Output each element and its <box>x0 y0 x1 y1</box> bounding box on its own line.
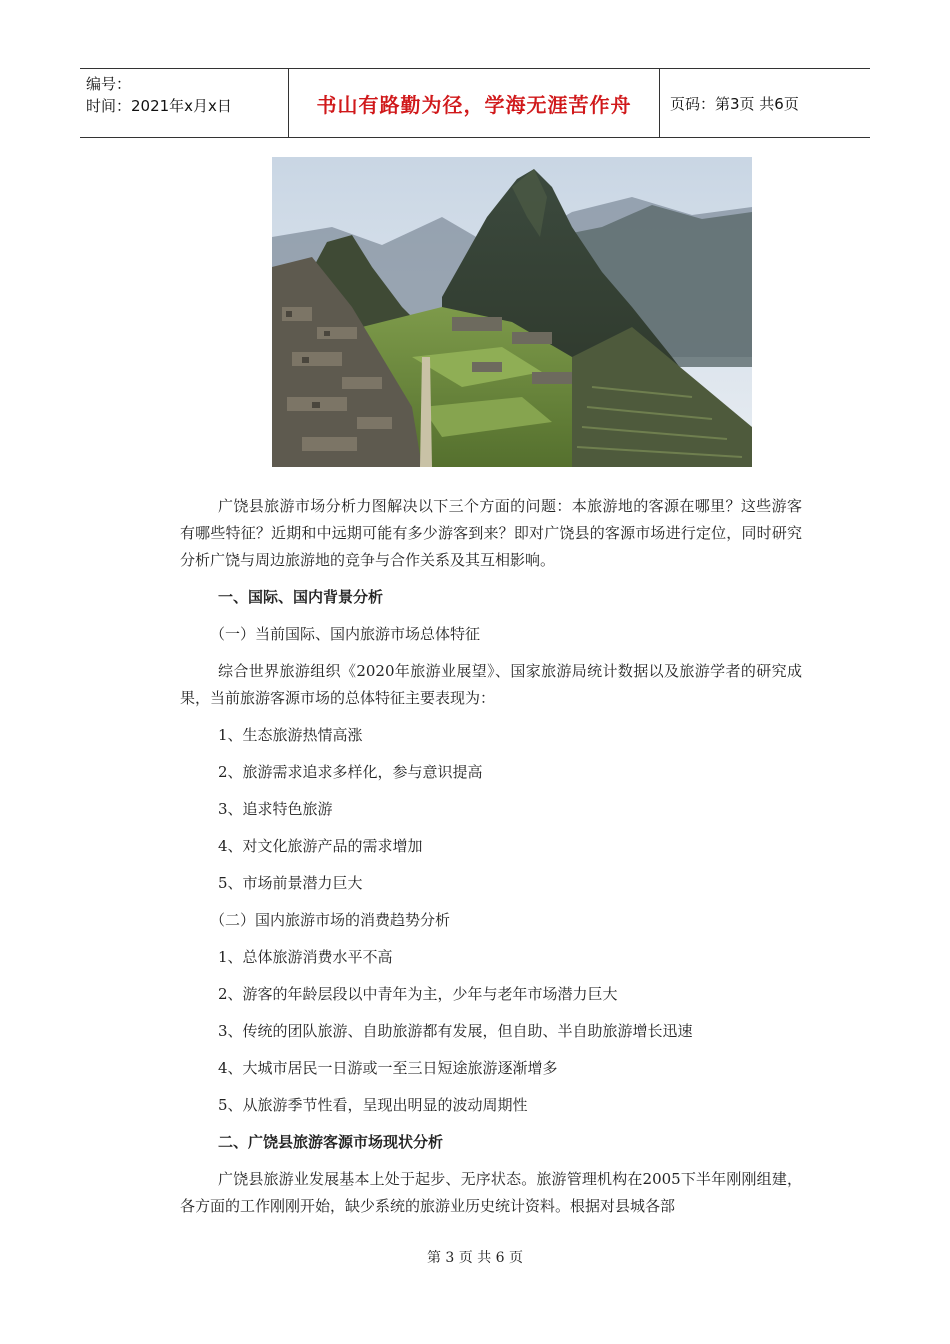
section-2-heading: 二、广饶县旅游客源市场现状分析 <box>218 1133 444 1151</box>
page-footer: 第 3 页 共 6 页 <box>426 1250 524 1266</box>
header-left-cell <box>80 69 288 137</box>
document-header <box>80 68 870 138</box>
list-item: 5、市场前景潜力巨大 <box>218 874 363 892</box>
subsection-2-heading: （二）国内旅游市场的消费趋势分析 <box>210 911 451 929</box>
section-1-heading: 一、国际、国内背景分析 <box>218 588 384 606</box>
list-item: 4、对文化旅游产品的需求增加 <box>218 837 423 855</box>
number-label: 编号： <box>86 75 132 93</box>
list-item: 2、游客的年龄层段以中青年为主，少年与老年市场潜力巨大 <box>218 985 618 1003</box>
list-item: 2、旅游需求追求多样化，参与意识提高 <box>218 763 483 781</box>
section-2-paragraph: 广饶县旅游业发展基本上处于起步、无序状态。旅游管理机构在2005下半年刚刚组建，各方面的工作刚刚开始，缺少系统的旅游业历史统计资料。根据对县城各部 <box>180 1170 802 1215</box>
document-body <box>180 493 802 1230</box>
list-item: 1、生态旅游热情高涨 <box>218 726 363 744</box>
subsection-1-intro: 综合世界旅游组织《2020年旅游业展望》、国家旅游局统计数据以及旅游学者的研究成果，当前旅游客源市场的总体特征主要表现为： <box>180 662 802 707</box>
list-item: 5、从旅游季节性看，呈现出明显的波动周期性 <box>218 1096 528 1114</box>
list-item: 3、追求特色旅游 <box>218 800 333 818</box>
mountain-ruins-photo <box>272 157 752 467</box>
list-item: 3、传统的团队旅游、自助旅游都有发展，但自助、半自助旅游增长迅速 <box>218 1022 693 1040</box>
list-item: 1、总体旅游消费水平不高 <box>218 948 393 966</box>
subsection-1-heading: （一）当前国际、国内旅游市场总体特征 <box>210 625 481 643</box>
header-page-info: 页码：第3页 共6页 <box>670 94 799 113</box>
intro-paragraph: 广饶县旅游市场分析力图解决以下三个方面的问题：本旅游地的客源在哪里？这些游客有哪些特征？近期和中远期可能有多少游客到来？即对广饶县的客源市场进行定位，同时研究分析广饶与周边旅游地的竞争与合作关系及其互相影响。 <box>180 497 802 569</box>
header-motto: 书山有路勤为径，学海无涯苦作舟 <box>288 69 660 137</box>
list-item: 4、大城市居民一日游或一至三日短途旅游逐渐增多 <box>218 1059 558 1077</box>
time-label: 时间：2021年x月x日 <box>86 97 232 115</box>
